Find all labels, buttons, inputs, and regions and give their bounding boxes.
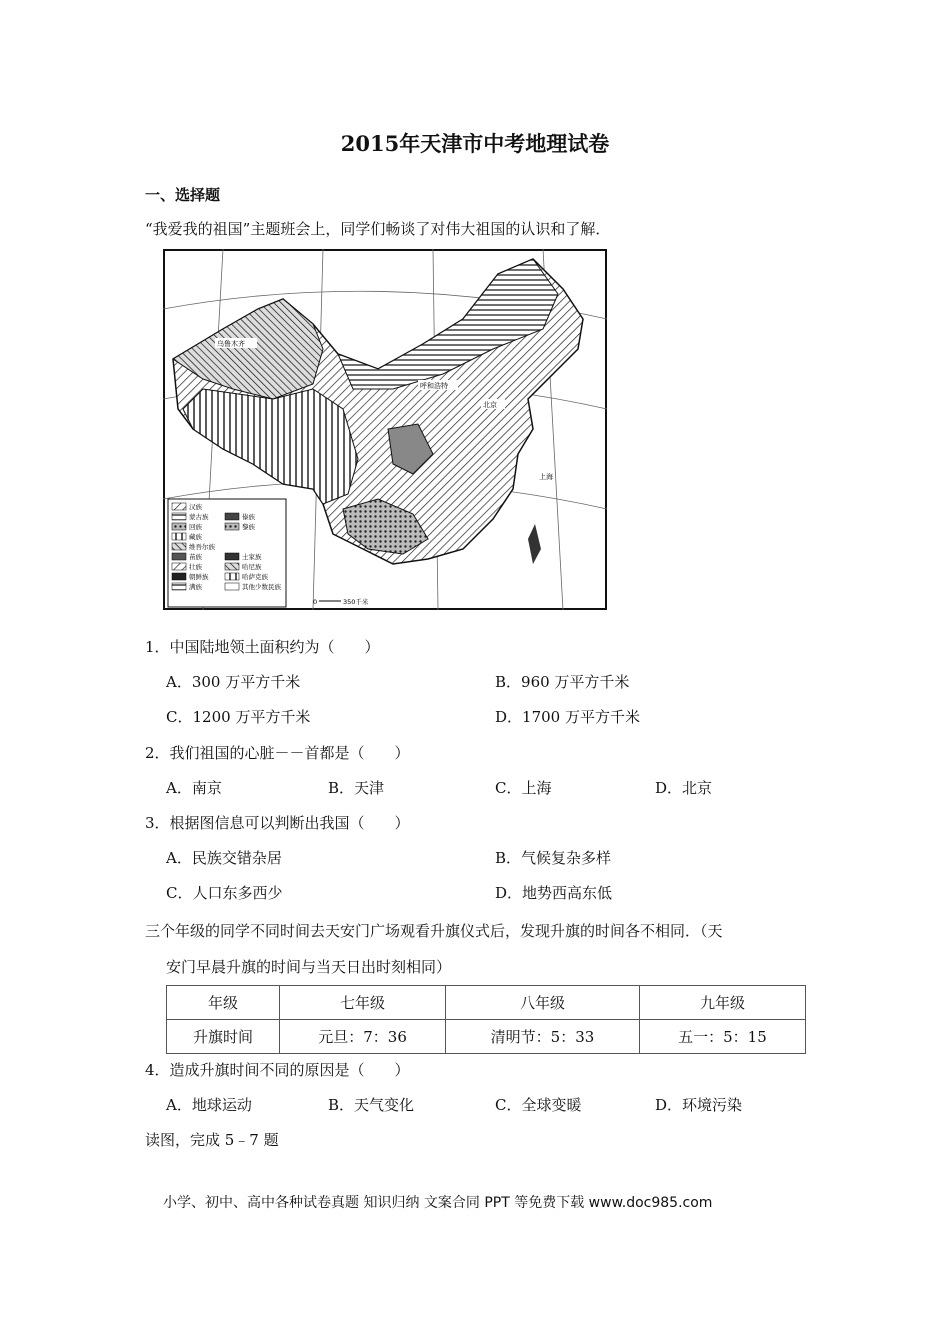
context-paragraph-line1: 三个年级的同学不同时间去天安门广场观看升旗仪式后，发现升旗的时间各不相同．（天 (145, 922, 723, 940)
q1-option-a: A．300 万平方千米 (166, 673, 301, 691)
q1-option-c: C．1200 万平方千米 (166, 708, 311, 726)
legend-han: 汉族 (189, 503, 202, 511)
q2-option-b: B．天津 (328, 779, 385, 797)
intro-text: “我爱我的祖国”主题班会上，同学们畅谈了对伟大祖国的认识和了解． (145, 220, 611, 238)
q3-stem: 3．根据图信息可以判断出我国（ ） (145, 814, 410, 832)
page-footer: 小学、初中、高中各种试卷真题 知识归纳 文案合同 PPT 等免费下载 www.doc985.com (163, 1195, 713, 1211)
legend-tibetan: 藏族 (189, 533, 202, 541)
q1-stem: 1．中国陆地领土面积约为（ ） (145, 638, 380, 656)
table-cell: 元旦：7：36 (280, 1020, 446, 1054)
page-title: 2015年天津市中考地理试卷 (340, 131, 610, 156)
table-cell: 五一：5：15 (639, 1020, 805, 1054)
q1-option-b: B．960 万平方千米 (495, 673, 630, 691)
legend-dai: 傣族 (242, 513, 255, 521)
legend-tujia: 土家族 (242, 553, 262, 561)
table-cell: 升旗时间 (167, 1020, 280, 1054)
table-cell: 七年级 (280, 986, 446, 1020)
q1-option-d: D．1700 万平方千米 (495, 708, 640, 726)
flag-raising-table (166, 985, 806, 1054)
q3-option-b: B．气候复杂多样 (495, 849, 612, 867)
legend-hui: 回族 (189, 523, 202, 531)
table-row (167, 1020, 806, 1054)
q2-option-a: A．南京 (166, 779, 222, 797)
legend-li: 黎族 (242, 523, 255, 531)
label-beijing: 北京 (483, 401, 497, 409)
legend-korean: 朝鲜族 (189, 573, 209, 581)
q3-option-d: D．地势西高东低 (495, 884, 613, 902)
q4-option-b: B．天气变化 (328, 1096, 415, 1114)
q4-stem: 4．造成升旗时间不同的原因是（ ） (145, 1061, 410, 1079)
legend-kazakh: 哈萨克族 (242, 573, 268, 581)
label-hohhot: 呼和浩特 (420, 382, 448, 390)
legend-manchu: 满族 (189, 583, 202, 591)
ethnic-distribution-map (163, 249, 607, 610)
context-paragraph-line2: 安门早晨升旗的时间与当天日出时刻相同） (166, 958, 452, 976)
q2-option-c: C．上海 (495, 779, 552, 797)
q2-stem: 2．我们祖国的心脏－－首都是（ ） (145, 744, 410, 762)
table-cell: 清明节：5：33 (446, 1020, 640, 1054)
q2-option-d: D．北京 (655, 779, 713, 797)
q4-option-c: C．全球变暖 (495, 1096, 582, 1114)
q4-option-a: A．地球运动 (166, 1096, 252, 1114)
label-shanghai: 上海 (539, 473, 553, 481)
q3-option-c: C．人口东多西少 (166, 884, 283, 902)
legend-uyghur: 维吾尔族 (189, 543, 215, 551)
legend-zhuang: 壮族 (189, 563, 202, 571)
table-cell: 年级 (167, 986, 280, 1020)
read-instruction: 读图，完成 5﹣7 题 (145, 1131, 279, 1149)
legend-hani: 哈尼族 (242, 563, 262, 571)
scale-zero: 0 (313, 598, 318, 606)
q3-option-a: A．民族交错杂居 (166, 849, 282, 867)
legend-other: 其他少数民族 (242, 583, 281, 591)
table-header-row (167, 986, 806, 1020)
label-urumqi: 乌鲁木齐 (217, 340, 245, 348)
table-cell: 九年级 (639, 986, 805, 1020)
scale-km: 350千米 (343, 598, 369, 606)
q4-option-d: D．环境污染 (655, 1096, 743, 1114)
table-cell: 八年级 (446, 986, 640, 1020)
legend-mongol: 蒙古族 (189, 513, 209, 521)
section-heading: 一、选择题 (145, 186, 221, 204)
legend-miao: 苗族 (189, 553, 202, 561)
